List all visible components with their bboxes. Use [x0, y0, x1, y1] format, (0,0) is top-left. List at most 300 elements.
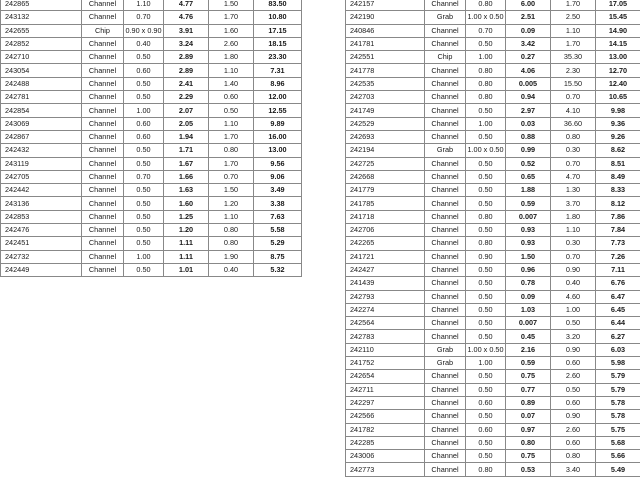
- sample-id-cell: 241752: [346, 357, 425, 370]
- concentration-cell: 1.25: [164, 210, 209, 223]
- table-row: [1, 0, 302, 11]
- table-row: [346, 290, 640, 303]
- length-cell: 0.90: [551, 343, 596, 356]
- width-cell: 0.50: [466, 224, 506, 237]
- table-row: [346, 130, 640, 143]
- table-row: [1, 210, 302, 223]
- concentration-cell: 3.24: [164, 37, 209, 50]
- length-cell: 1.70: [209, 157, 254, 170]
- sample-id-cell: 240846: [346, 24, 425, 37]
- sample-type-cell: Channel: [425, 117, 466, 130]
- value-cell: 9.26: [596, 130, 640, 143]
- sample-id-cell: 241718: [346, 210, 425, 223]
- sample-id-cell: 242703: [346, 91, 425, 104]
- sample-id-cell: 242706: [346, 224, 425, 237]
- sample-type-cell: Channel: [82, 197, 124, 210]
- table-row: [346, 184, 640, 197]
- concentration-cell: 1.66: [164, 170, 209, 183]
- width-cell: 0.50: [466, 277, 506, 290]
- value-cell: 5.75: [596, 423, 640, 436]
- sample-type-cell: Channel: [425, 463, 466, 476]
- width-cell: 0.80: [466, 210, 506, 223]
- table-row: [346, 263, 640, 276]
- width-cell: 1.00 x 0.50: [466, 343, 506, 356]
- sample-id-cell: 242449: [1, 263, 82, 276]
- concentration-cell: 1.63: [164, 184, 209, 197]
- value-cell: 3.38: [254, 197, 302, 210]
- value-cell: 13.00: [254, 144, 302, 157]
- length-cell: 1.00: [551, 303, 596, 316]
- sample-id-cell: 242190: [346, 11, 425, 24]
- sample-id-cell: 242110: [346, 343, 425, 356]
- sample-id-cell: 242451: [1, 237, 82, 250]
- sample-id-cell: 242781: [1, 91, 82, 104]
- width-cell: 0.50: [124, 224, 164, 237]
- sample-id-cell: 242285: [346, 436, 425, 449]
- table-row: [346, 370, 640, 383]
- sample-type-cell: Channel: [425, 436, 466, 449]
- sample-id-cell: 242488: [1, 77, 82, 90]
- width-cell: 0.50: [466, 290, 506, 303]
- sample-type-cell: Channel: [82, 157, 124, 170]
- sample-type-cell: Chip: [425, 51, 466, 64]
- width-cell: 0.50: [466, 370, 506, 383]
- sample-type-cell: Channel: [425, 450, 466, 463]
- table-row: [1, 250, 302, 263]
- concentration-cell: 0.93: [506, 237, 551, 250]
- width-cell: 0.50: [466, 130, 506, 143]
- length-cell: 0.80: [551, 450, 596, 463]
- concentration-cell: 0.07: [506, 410, 551, 423]
- concentration-cell: 2.89: [164, 64, 209, 77]
- length-cell: 3.40: [551, 463, 596, 476]
- concentration-cell: 0.09: [506, 290, 551, 303]
- table-row: [346, 436, 640, 449]
- length-cell: 1.80: [209, 51, 254, 64]
- length-cell: 3.70: [551, 197, 596, 210]
- sample-type-cell: Channel: [425, 210, 466, 223]
- sample-type-cell: Channel: [82, 91, 124, 104]
- sample-type-cell: Channel: [82, 0, 124, 11]
- table-row: [346, 117, 640, 130]
- width-cell: 0.70: [124, 170, 164, 183]
- table-row: [1, 263, 302, 276]
- concentration-cell: 1.71: [164, 144, 209, 157]
- table-row: [1, 237, 302, 250]
- sample-type-cell: Channel: [425, 91, 466, 104]
- table-row: [1, 37, 302, 50]
- table-row: [346, 157, 640, 170]
- value-cell: 5.58: [254, 224, 302, 237]
- sample-type-cell: Channel: [425, 263, 466, 276]
- table-row: [346, 250, 640, 263]
- length-cell: 2.60: [209, 37, 254, 50]
- width-cell: 0.50: [466, 303, 506, 316]
- table-row: [1, 77, 302, 90]
- table-row: [1, 184, 302, 197]
- concentration-cell: 0.99: [506, 144, 551, 157]
- sample-type-cell: Channel: [425, 184, 466, 197]
- table-row: [1, 157, 302, 170]
- sample-id-cell: 242732: [1, 250, 82, 263]
- width-cell: 1.00: [124, 250, 164, 263]
- value-cell: 5.79: [596, 370, 640, 383]
- concentration-cell: 0.007: [506, 317, 551, 330]
- length-cell: 0.60: [209, 91, 254, 104]
- length-cell: 0.50: [551, 317, 596, 330]
- concentration-cell: 1.50: [506, 250, 551, 263]
- concentration-cell: 2.29: [164, 91, 209, 104]
- width-cell: 0.50: [124, 197, 164, 210]
- sample-type-cell: Channel: [425, 396, 466, 409]
- table-row: [346, 330, 640, 343]
- sample-id-cell: 241721: [346, 250, 425, 263]
- table-row: [1, 117, 302, 130]
- width-cell: 0.80: [466, 64, 506, 77]
- concentration-cell: 1.11: [164, 250, 209, 263]
- concentration-cell: 1.88: [506, 184, 551, 197]
- sample-type-cell: Channel: [425, 317, 466, 330]
- length-cell: 1.10: [551, 224, 596, 237]
- sample-type-cell: Channel: [82, 117, 124, 130]
- sample-type-cell: Channel: [82, 250, 124, 263]
- sample-type-cell: Grab: [425, 357, 466, 370]
- length-cell: 0.70: [551, 157, 596, 170]
- length-cell: 2.30: [551, 64, 596, 77]
- length-cell: 0.80: [209, 224, 254, 237]
- length-cell: 0.70: [551, 91, 596, 104]
- value-cell: 5.68: [596, 436, 640, 449]
- length-cell: 15.50: [551, 77, 596, 90]
- table-row: [346, 37, 640, 50]
- width-cell: 0.50: [124, 184, 164, 197]
- concentration-cell: 0.80: [506, 436, 551, 449]
- value-cell: 5.98: [596, 357, 640, 370]
- sample-type-cell: Channel: [425, 330, 466, 343]
- sample-id-cell: 242194: [346, 144, 425, 157]
- sample-id-cell: 241749: [346, 104, 425, 117]
- width-cell: 0.50: [124, 210, 164, 223]
- concentration-cell: 2.07: [164, 104, 209, 117]
- length-cell: 1.50: [209, 0, 254, 11]
- value-cell: 7.31: [254, 64, 302, 77]
- concentration-cell: 4.76: [164, 11, 209, 24]
- value-cell: 14.90: [596, 24, 640, 37]
- value-cell: 12.00: [254, 91, 302, 104]
- sample-id-cell: 243119: [1, 157, 82, 170]
- length-cell: 1.70: [551, 0, 596, 11]
- length-cell: 1.10: [209, 117, 254, 130]
- value-cell: 13.00: [596, 51, 640, 64]
- value-cell: 8.51: [596, 157, 640, 170]
- table-row: [346, 170, 640, 183]
- length-cell: 1.10: [209, 64, 254, 77]
- value-cell: 12.40: [596, 77, 640, 90]
- sample-type-cell: Channel: [425, 370, 466, 383]
- length-cell: 0.70: [209, 170, 254, 183]
- sample-type-cell: Grab: [425, 144, 466, 157]
- value-cell: 9.36: [596, 117, 640, 130]
- concentration-cell: 2.05: [164, 117, 209, 130]
- table-row: [346, 450, 640, 463]
- length-cell: 1.70: [209, 11, 254, 24]
- length-cell: 0.50: [209, 104, 254, 117]
- width-cell: 0.70: [466, 24, 506, 37]
- value-cell: 9.89: [254, 117, 302, 130]
- concentration-cell: 0.27: [506, 51, 551, 64]
- table-row: [346, 277, 640, 290]
- width-cell: 0.90: [466, 250, 506, 263]
- table-row: [346, 343, 640, 356]
- value-cell: 17.05: [596, 0, 640, 11]
- value-cell: 7.73: [596, 237, 640, 250]
- concentration-cell: 1.11: [164, 237, 209, 250]
- width-cell: 0.50: [124, 144, 164, 157]
- sample-id-cell: 242654: [346, 370, 425, 383]
- width-cell: 0.60: [124, 64, 164, 77]
- value-cell: 5.78: [596, 410, 640, 423]
- sample-id-cell: 243132: [1, 11, 82, 24]
- concentration-cell: 0.97: [506, 423, 551, 436]
- sample-type-cell: Channel: [82, 130, 124, 143]
- table-row: [346, 210, 640, 223]
- value-cell: 5.79: [596, 383, 640, 396]
- sample-id-cell: 241781: [346, 37, 425, 50]
- concentration-cell: 0.45: [506, 330, 551, 343]
- sample-id-cell: 242773: [346, 463, 425, 476]
- value-cell: 6.03: [596, 343, 640, 356]
- width-cell: 0.50: [124, 157, 164, 170]
- value-cell: 6.45: [596, 303, 640, 316]
- sample-type-cell: Channel: [425, 157, 466, 170]
- sample-id-cell: 241439: [346, 277, 425, 290]
- sample-type-cell: Channel: [425, 197, 466, 210]
- concentration-cell: 1.01: [164, 263, 209, 276]
- table-row: [346, 11, 640, 24]
- length-cell: 1.90: [209, 250, 254, 263]
- length-cell: 0.60: [551, 396, 596, 409]
- length-cell: 36.60: [551, 117, 596, 130]
- concentration-cell: 1.94: [164, 130, 209, 143]
- length-cell: 1.20: [209, 197, 254, 210]
- length-cell: 0.80: [209, 237, 254, 250]
- value-cell: 14.15: [596, 37, 640, 50]
- table-row: [346, 237, 640, 250]
- table-row: [346, 91, 640, 104]
- value-cell: 12.70: [596, 64, 640, 77]
- concentration-cell: 0.93: [506, 224, 551, 237]
- length-cell: 3.20: [551, 330, 596, 343]
- concentration-cell: 3.42: [506, 37, 551, 50]
- sample-id-cell: 242265: [346, 237, 425, 250]
- value-cell: 8.12: [596, 197, 640, 210]
- length-cell: 0.70: [551, 250, 596, 263]
- right-table-body: [346, 0, 640, 476]
- sample-type-cell: Channel: [425, 170, 466, 183]
- length-cell: 0.90: [551, 410, 596, 423]
- table-row: [1, 197, 302, 210]
- value-cell: 5.49: [596, 463, 640, 476]
- table-row: [346, 423, 640, 436]
- concentration-cell: 0.53: [506, 463, 551, 476]
- value-cell: 7.84: [596, 224, 640, 237]
- sample-type-cell: Channel: [425, 250, 466, 263]
- table-row: [346, 396, 640, 409]
- table-row: [346, 224, 640, 237]
- length-cell: 1.10: [551, 24, 596, 37]
- concentration-cell: 1.67: [164, 157, 209, 170]
- concentration-cell: 0.09: [506, 24, 551, 37]
- width-cell: 1.00 x 0.50: [466, 144, 506, 157]
- sample-id-cell: 242297: [346, 396, 425, 409]
- sample-type-cell: Grab: [425, 11, 466, 24]
- sample-id-cell: 241785: [346, 197, 425, 210]
- sample-id-cell: 242711: [346, 383, 425, 396]
- table-row: [346, 357, 640, 370]
- length-cell: 1.60: [209, 24, 254, 37]
- left-data-table: [0, 0, 302, 277]
- table-row: [346, 51, 640, 64]
- sample-id-cell: 242867: [1, 130, 82, 143]
- value-cell: 8.49: [596, 170, 640, 183]
- width-cell: 1.10: [124, 0, 164, 11]
- value-cell: 5.32: [254, 263, 302, 276]
- sample-id-cell: 242566: [346, 410, 425, 423]
- sample-type-cell: Channel: [425, 383, 466, 396]
- concentration-cell: 1.20: [164, 224, 209, 237]
- width-cell: 0.50: [466, 383, 506, 396]
- sample-type-cell: Channel: [425, 37, 466, 50]
- length-cell: 1.10: [209, 210, 254, 223]
- table-row: [346, 144, 640, 157]
- length-cell: 2.60: [551, 423, 596, 436]
- table-row: [346, 383, 640, 396]
- sample-id-cell: 242852: [1, 37, 82, 50]
- sample-type-cell: Channel: [82, 210, 124, 223]
- width-cell: 0.50: [124, 237, 164, 250]
- sample-id-cell: 242535: [346, 77, 425, 90]
- value-cell: 17.15: [254, 24, 302, 37]
- sample-type-cell: Channel: [425, 224, 466, 237]
- width-cell: 0.40: [124, 37, 164, 50]
- concentration-cell: 0.59: [506, 197, 551, 210]
- width-cell: 0.50: [466, 184, 506, 197]
- width-cell: 1.00: [124, 104, 164, 117]
- concentration-cell: 1.60: [164, 197, 209, 210]
- length-cell: 4.10: [551, 104, 596, 117]
- width-cell: 0.80: [466, 0, 506, 11]
- sample-type-cell: Channel: [425, 277, 466, 290]
- concentration-cell: 4.06: [506, 64, 551, 77]
- length-cell: 1.80: [551, 210, 596, 223]
- sample-type-cell: Channel: [425, 290, 466, 303]
- table-row: [346, 317, 640, 330]
- length-cell: 4.60: [551, 290, 596, 303]
- concentration-cell: 0.89: [506, 396, 551, 409]
- width-cell: 1.00: [466, 117, 506, 130]
- length-cell: 0.50: [551, 383, 596, 396]
- sample-id-cell: 242442: [1, 184, 82, 197]
- length-cell: 35.30: [551, 51, 596, 64]
- sample-id-cell: 242854: [1, 104, 82, 117]
- table-row: [1, 224, 302, 237]
- sample-type-cell: Channel: [425, 24, 466, 37]
- sample-id-cell: 242655: [1, 24, 82, 37]
- width-cell: 0.50: [124, 263, 164, 276]
- sample-id-cell: 242551: [346, 51, 425, 64]
- table-row: [346, 463, 640, 476]
- width-cell: 1.00: [466, 357, 506, 370]
- length-cell: 0.30: [551, 144, 596, 157]
- table-row: [346, 0, 640, 11]
- concentration-cell: 4.77: [164, 0, 209, 11]
- table-row: [1, 170, 302, 183]
- sample-id-cell: 242157: [346, 0, 425, 11]
- width-cell: 0.50: [466, 263, 506, 276]
- table-row: [1, 130, 302, 143]
- sample-id-cell: 242853: [1, 210, 82, 223]
- concentration-cell: 0.005: [506, 77, 551, 90]
- table-row: [1, 104, 302, 117]
- value-cell: 10.65: [596, 91, 640, 104]
- sample-id-cell: 242705: [1, 170, 82, 183]
- sample-type-cell: Channel: [82, 184, 124, 197]
- sample-id-cell: 242710: [1, 51, 82, 64]
- length-cell: 2.50: [551, 11, 596, 24]
- concentration-cell: 0.88: [506, 130, 551, 143]
- value-cell: 8.96: [254, 77, 302, 90]
- right-data-table: [345, 0, 640, 477]
- concentration-cell: 2.16: [506, 343, 551, 356]
- table-row: [1, 91, 302, 104]
- length-cell: 0.90: [551, 263, 596, 276]
- sample-type-cell: Channel: [425, 237, 466, 250]
- width-cell: 0.50: [466, 436, 506, 449]
- length-cell: 0.30: [551, 237, 596, 250]
- length-cell: 0.40: [209, 263, 254, 276]
- value-cell: 23.30: [254, 51, 302, 64]
- value-cell: 8.62: [596, 144, 640, 157]
- sample-id-cell: 242432: [1, 144, 82, 157]
- table-row: [1, 144, 302, 157]
- length-cell: 4.70: [551, 170, 596, 183]
- width-cell: 1.00: [466, 51, 506, 64]
- concentration-cell: 0.007: [506, 210, 551, 223]
- length-cell: 2.60: [551, 370, 596, 383]
- value-cell: 9.98: [596, 104, 640, 117]
- concentration-cell: 0.75: [506, 450, 551, 463]
- value-cell: 7.26: [596, 250, 640, 263]
- length-cell: 1.70: [551, 37, 596, 50]
- table-row: [346, 104, 640, 117]
- concentration-cell: 0.78: [506, 277, 551, 290]
- width-cell: 0.50: [466, 157, 506, 170]
- sample-id-cell: 242725: [346, 157, 425, 170]
- sample-id-cell: 241778: [346, 64, 425, 77]
- width-cell: 0.60: [124, 117, 164, 130]
- sample-type-cell: Channel: [425, 423, 466, 436]
- width-cell: 1.00 x 0.50: [466, 11, 506, 24]
- sample-id-cell: 242564: [346, 317, 425, 330]
- sample-id-cell: 242668: [346, 170, 425, 183]
- width-cell: 0.60: [466, 423, 506, 436]
- concentration-cell: 0.59: [506, 357, 551, 370]
- concentration-cell: 0.52: [506, 157, 551, 170]
- sample-type-cell: Channel: [425, 130, 466, 143]
- value-cell: 9.06: [254, 170, 302, 183]
- value-cell: 5.66: [596, 450, 640, 463]
- width-cell: 0.80: [466, 77, 506, 90]
